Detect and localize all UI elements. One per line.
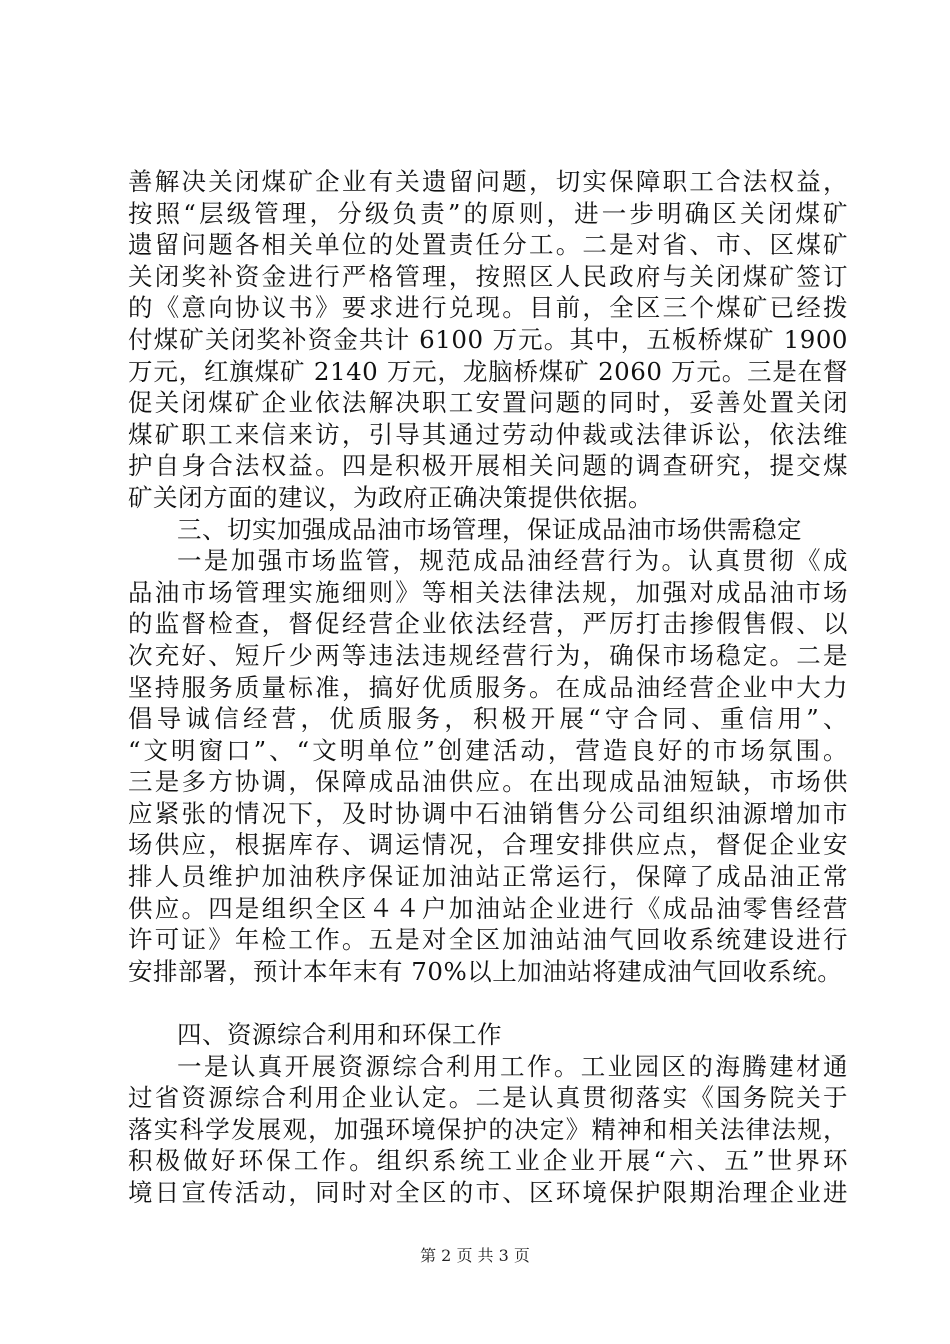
text-line: 应紧张的情况下，及时协调中石油销售分公司组织油源增加市 [128,798,848,828]
text-line: 的监督检查，督促经营企业依法经营，严厉打击掺假售假、以 [128,609,848,639]
text-line: 按照“层级管理，分级负责”的原则，进一步明确区关闭煤矿 [128,198,848,228]
text-line: 万元，红旗煤矿 2140 万元，龙脑桥煤矿 2060 万元。三是在督 [128,356,848,386]
text-line: 一是认真开展资源综合利用工作。工业园区的海腾建材通 [177,1051,848,1081]
text-line: 矿关闭方面的建议，为政府正确决策提供依据。 [128,482,653,512]
text-line: 遗留问题各相关单位的处置责任分工。二是对省、市、区煤矿 [128,230,848,260]
text-line: 许可证》年检工作。五是对全区加油站油气回收系统建设进行 [128,925,848,955]
section-heading-oil-market [128,514,848,546]
text-line: 善解决关闭煤矿企业有关遗留问题，切实保障职工合法权益， [128,167,848,196]
text-line: 煤矿职工来信来访，引导其通过劳动仲裁或法律诉讼，依法维 [128,419,848,449]
section-heading-resources [128,1019,848,1051]
text-line: 一是加强市场监管，规范成品油经营行为。认真贯彻《成 [177,546,848,576]
paragraph-coal-mine-closure [128,166,848,514]
text-line: 过省资源综合利用企业认定。二是认真贯彻落实《国务院关于 [128,1083,848,1113]
paragraph-resources-environment [128,1051,848,1209]
text-line: 次充好、短斤少两等违法违规经营行为，确保市场稳定。二是 [128,640,848,670]
text-line: 倡导诚信经营，优质服务，积极开展“守合同、重信用”、 [128,704,848,734]
text-line: “文明窗口”、“文明单位”创建活动，营造良好的市场氛围。 [128,735,848,765]
text-line: 促关闭煤矿企业依法解决职工安置问题的同时，妥善处置关闭 [128,388,848,418]
section-heading: 四、资源综合利用和环保工作 [177,1020,502,1050]
text-line: 落实科学发展观，加强环境保护的决定》精神和相关法律法规， [128,1114,848,1144]
text-line: 的《意向协议书》要求进行兑现。目前，全区三个煤矿已经拨 [128,293,848,323]
page-number-footer: 第 2 页 共 3 页 [420,1246,530,1265]
text-line: 护自身合法权益。四是积极开展相关问题的调查研究，提交煤 [128,451,848,481]
text-line: 境日宣传活动，同时对全区的市、区环境保护限期治理企业进 [128,1178,848,1207]
paragraph-oil-market [128,545,848,987]
section-heading: 三、切实加强成品油市场管理，保证成品油市场供需稳定 [177,514,802,544]
text-line: 安排部署，预计本年末有 70%以上加油站将建成油气回收系统。 [128,956,843,986]
text-line: 关闭奖补资金进行严格管理，按照区人民政府与关闭煤矿签订 [128,261,848,291]
document-body [128,166,848,1209]
text-line: 品油市场管理实施细则》等相关法律法规，加强对成品油市场 [128,577,848,607]
text-line: 积极做好环保工作。组织系统工业企业开展“六、五”世界环 [128,1146,848,1176]
text-line: 坚持服务质量标准，搞好优质服务。在成品油经营企业中大力 [128,672,848,702]
text-line: 场供应，根据库存、调运情况，合理安排供应点，督促企业安 [128,830,848,860]
text-line: 三是多方协调，保障成品油供应。在出现成品油短缺，市场供 [128,767,848,797]
text-line: 付煤矿关闭奖补资金共计 6100 万元。其中，五板桥煤矿 1900 [128,324,848,354]
text-line: 排人员维护加油秩序保证加油站正常运行，保障了成品油正常 [128,862,848,892]
text-line: 供应。四是组织全区４４户加油站企业进行《成品油零售经营 [128,893,848,923]
paragraph-spacer [128,987,848,1019]
